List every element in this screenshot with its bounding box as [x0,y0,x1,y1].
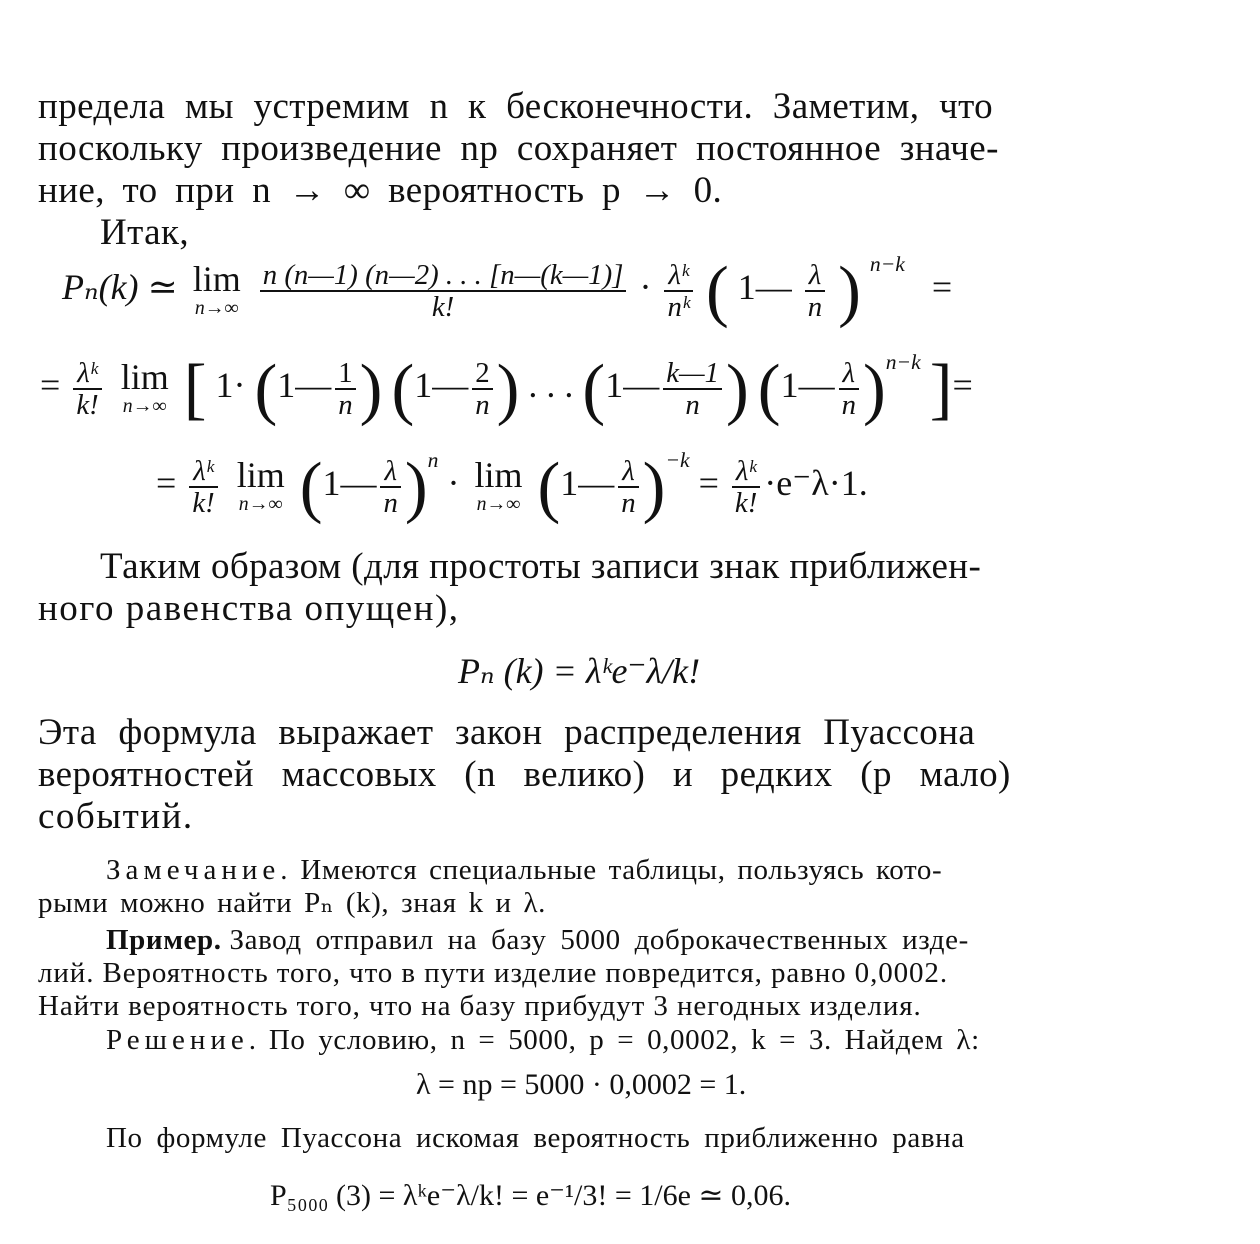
solution-line-1 [38,1024,1198,1057]
conclusion-paragraph [38,546,1198,630]
lim-word: lim [236,454,285,495]
bracket-close: ] [929,350,953,427]
one-over-n [335,358,355,420]
remark [38,854,1198,920]
derivation-line-2 [40,350,973,427]
fraction-numerator: n (n—1) (n—2) . . . [n—(k—1)] [260,260,627,292]
paren-close: ) [862,350,886,427]
equals-sign: = [698,463,719,504]
one-minus: 1— [414,365,469,406]
example [38,924,1198,1023]
paren-close: ) [838,252,861,329]
itak-word: Итак, [100,212,189,253]
lambda-over-n [805,260,825,322]
dot: · [639,267,652,308]
limit-operator [236,454,285,517]
lambda-over-n [618,456,638,518]
solution [38,1024,1198,1057]
solution-label: Решение. [106,1024,261,1056]
poisson-formula: Pₙ (k) = λᵏe⁻λ/k! [458,651,701,691]
paren-close: ) [726,350,749,427]
fraction-numerator: 2 [472,358,492,390]
solution-after [38,1122,1198,1155]
exponent: n [427,448,439,472]
fraction-numerator: λ [618,456,638,488]
lim-subscript: n→∞ [476,492,521,515]
paren-open: ( [582,350,606,427]
solution-text: По условию, n = 5000, p = 0,0002, k = 3. Найдем λ: [268,1024,980,1056]
remark-line-1 [38,854,1198,887]
bracket-open: [ [183,350,207,427]
lim-word: lim [120,356,169,397]
paren-close: ) [642,448,666,525]
result-tail: ·e⁻λ·1. [764,463,868,504]
paren-open: ( [537,448,561,525]
fraction-denominator: k! [431,290,455,323]
lim-subscript: n→∞ [194,296,239,319]
paren-open: ( [757,350,781,427]
one-minus: 1— [322,463,377,504]
remark-text-1: Имеются специальные таблицы, пользуясь кото- [300,854,943,886]
lambda-over-n [380,456,400,518]
equals-sign: = [156,463,177,504]
fraction-numerator: λᵏ [73,358,101,390]
one-minus: 1— [605,365,660,406]
fraction-denominator: n [383,486,398,519]
fraction-numerator: λᵏ [732,456,760,488]
fraction-denominator: n [685,388,700,421]
fraction-denominator: k! [76,388,99,421]
one-minus: 1— [780,365,835,406]
fraction-numerator: 1 [335,358,355,390]
equals-sign: = [931,267,953,308]
fraction-denominator: n [807,290,823,323]
limit-operator [192,258,241,321]
fraction-denominator: k! [734,486,758,519]
lambda-over-n [839,358,859,420]
exponent: n−k [885,350,921,374]
limit-operator [120,356,169,419]
paren-open: ( [254,350,278,427]
limit-operator-2 [474,454,523,517]
paren-open: ( [705,252,729,329]
ellipsis: . . . [528,365,574,406]
solution-after-text: По формуле Пуассона искомая вероятность приближенно равна [106,1122,965,1154]
poisson-line-3: событий. [38,796,194,837]
intro-line-1: предела мы устремим n к бесконечности. Заметим, что [38,86,994,127]
lim-subscript: n→∞ [122,394,167,417]
two-over-n [472,358,492,420]
intro-paragraph [38,86,1198,254]
intro-line-3: ние, то при n → ∞ вероятность p → 0. [38,170,723,211]
example-line-1 [38,924,1198,957]
fraction-numerator: λ [805,260,825,292]
fraction-numerator: λ [839,358,859,390]
remark-text-2: рыми можно найти Pₙ (k), зная k и λ. [38,887,546,919]
fraction-numerator: k—1 [663,358,722,390]
derivation-line-1 [62,252,953,329]
equals-sign: = [952,365,973,406]
result-fraction [732,456,760,518]
fraction-denominator: n [621,486,636,519]
fraction-denominator: n [338,388,353,421]
equals-sign: = [40,365,61,406]
poisson-line-2: вероятностей массовых (n велико) и редких (p мало) [38,754,1011,795]
lambda-formula: λ = np = 5000 · 0,0002 = 1. [416,1068,747,1101]
exponent: n−k [869,252,905,276]
conclusion-line-1: Таким образом (для простоты записи знак приближен- [100,546,982,587]
lambda-power-fraction [664,260,693,322]
paren-open: ( [299,448,323,525]
fraction-numerator: λᵏ [189,456,217,488]
lim-word: lim [192,258,241,299]
derivation-line-3 [156,448,868,525]
poisson-paragraph [38,712,1198,838]
paren-close: ) [404,448,428,525]
one-minus: 1— [277,365,332,406]
fraction-numerator: λᵏ [664,260,693,292]
paren-close: ) [496,350,520,427]
lhs-pn-k: Pₙ(k) ≃ [62,267,178,308]
lambda-k-over-k-factorial [189,456,217,518]
product-fraction [260,260,627,322]
remark-label: Замечание. [106,854,293,886]
lim-word: lim [474,454,523,495]
fraction-denominator: n [841,388,856,421]
fraction-numerator: λ [380,456,400,488]
example-text-2: лий. Вероятность того, что в пути изделие повредится, равно 0,0002. [38,957,948,989]
k-minus-1-over-n [663,358,722,420]
intro-line-2: поскольку произведение np сохраняет постоянное значе- [38,128,999,169]
dot: · [447,463,460,504]
one-dot: 1· [215,365,246,406]
fraction-denominator: k! [192,486,215,519]
final-formula: P₅₀₀₀ (3) = λᵏe⁻λ/k! = e⁻¹/3! = 1/6e ≃ 0,06. [270,1179,792,1212]
example-label: Пример. [106,924,222,956]
conclusion-line-2: ного равенства опущен), [38,588,460,629]
poisson-line-1: Эта формула выражает закон распределения Пуассона [38,712,976,753]
example-text-1: Завод отправил на базу 5000 доброкачественных изде- [229,924,969,956]
exponent: −k [665,448,690,472]
fraction-denominator: n [475,388,490,421]
fraction-denominator: nᵏ [667,290,690,323]
one-minus: 1— [560,463,615,504]
paren-close: ) [359,350,383,427]
lim-subscript: n→∞ [238,492,283,515]
one-minus: 1— [737,267,792,308]
lambda-k-over-k-factorial [73,358,101,420]
paren-open: ( [391,350,415,427]
example-text-3: Найти вероятность того, что на базу прибудут 3 негодных изделия. [38,990,922,1022]
